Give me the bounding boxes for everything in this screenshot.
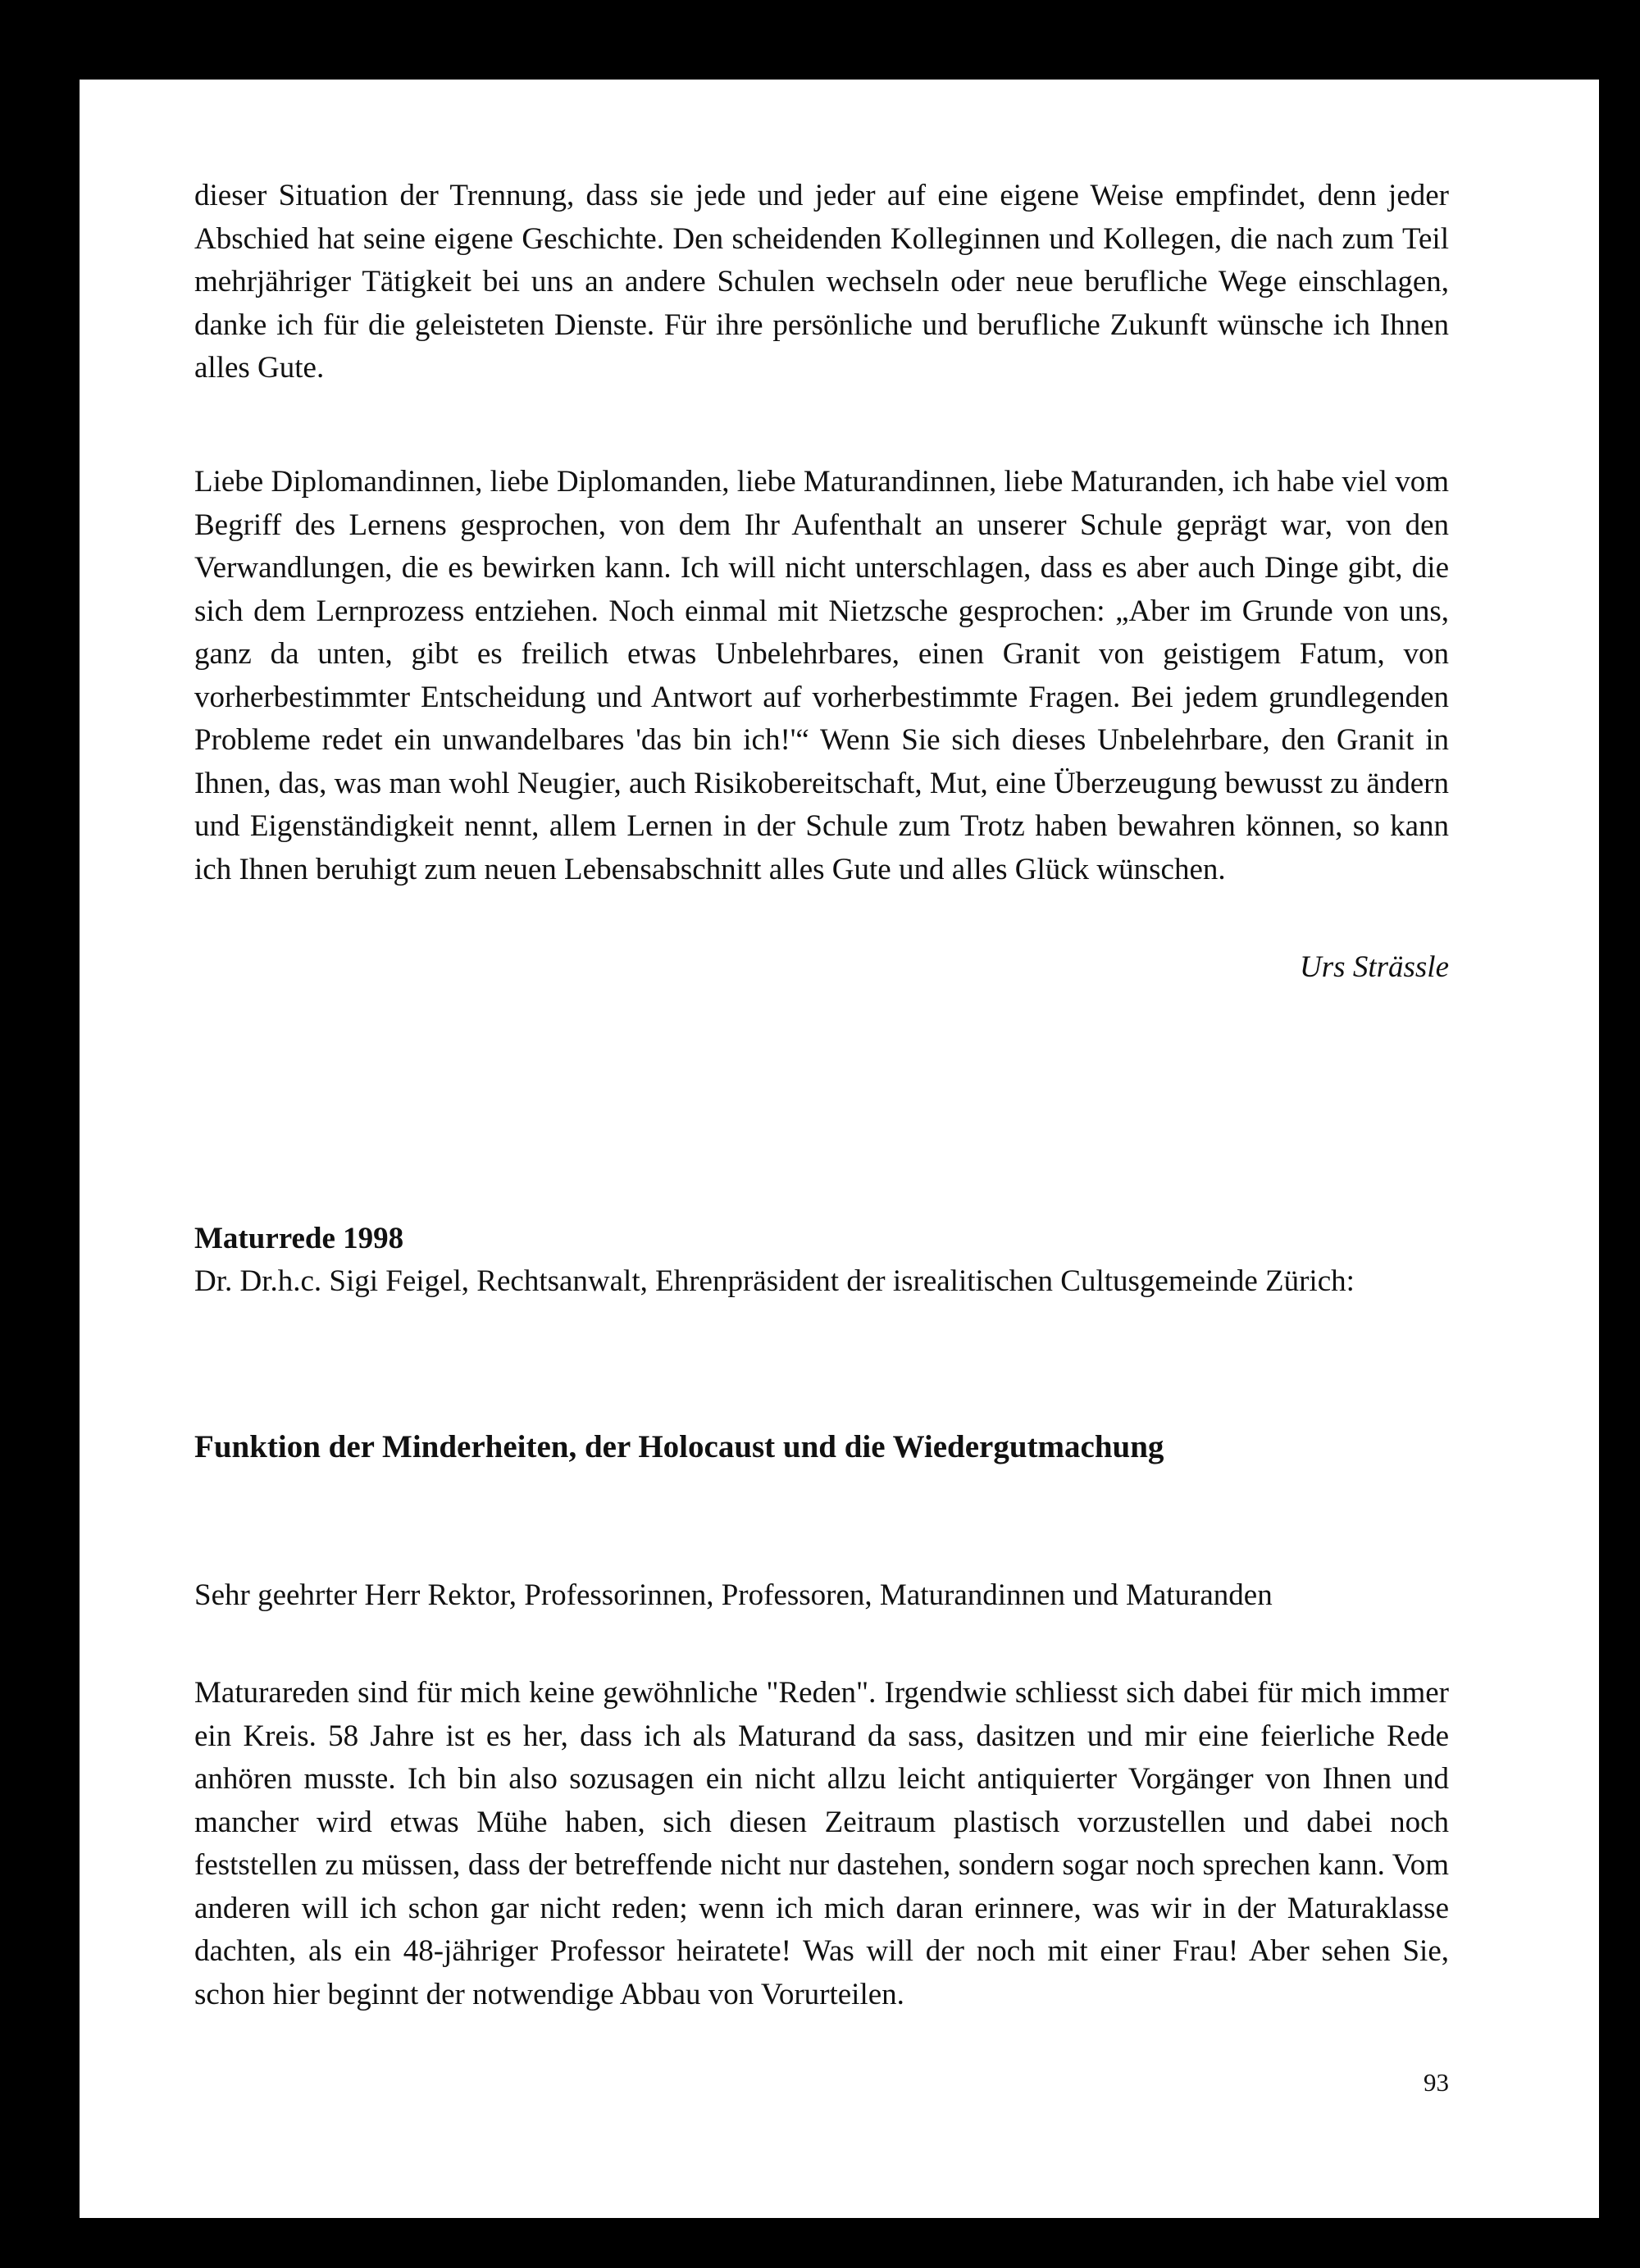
author-signature: Urs Strässle bbox=[1300, 950, 1449, 984]
salutation: Sehr geehrter Herr Rektor, Professorinnen, Professoren, Maturandinnen und Maturanden bbox=[194, 1578, 1273, 1612]
speech-heading: Funktion der Minderheiten, der Holocaust und die Wiedergutmachung bbox=[194, 1429, 1164, 1464]
paragraph-graduates-address: Liebe Diplomandinnen, liebe Diplomanden, liebe Maturandinnen, liebe Maturanden, ich habe viel vom Begriff des Lernens gesprochen, von dem Ihr Aufenthalt an unserer Schule geprägt war, von den Verwandlungen, die es bewirken kann. Ich will nicht unterschlagen, dass es aber auch Dinge gibt, die sich dem Lernprozess entziehen. Noch einmal mit Nietzsche gesprochen: „Aber im Grunde von uns, ganz da unten, gibt es freilich etwas Unbelehrbares, einen Granit von geistigem Fatum, von vorherbestimmter Entscheidung und Antwort auf vorherbestimmte Fragen. Bei jedem grundlegenden Probleme redet ein unwandelbares 'das bin ich!'“ Wenn Sie sich dieses Unbelehrbare, den Granit in Ihnen, das, was man wohl Neugier, auch Risikobereitschaft, Mut, eine Überzeugung bewusst zu ändern und Eigenständigkeit nennt, allem Lernen in der Schule zum Trotz haben bewahren können, so kann ich Ihnen beruhigt zum neuen Lebensabschnitt alles Gute und alles Glück wünschen. bbox=[194, 465, 1449, 886]
speaker-line: Dr. Dr.h.c. Sigi Feigel, Rechtsanwalt, Ehrenpräsident der isrealitischen Cultusgemeinde Zürich: bbox=[194, 1264, 1355, 1298]
section-title: Maturrede 1998 bbox=[194, 1222, 404, 1255]
page-number: 93 bbox=[1424, 2068, 1449, 2097]
document-page bbox=[80, 80, 1599, 2218]
paragraph-farewell-end: dieser Situation der Trennung, dass sie jede und jeder auf eine eigene Weise empfindet, denn jeder Abschied hat seine eigene Geschichte. Den scheidenden Kolleginnen und Kollegen, die nach zum Teil mehrjähriger Tätigkeit bei uns an andere Schulen wechseln oder neue berufliche Wege einschlagen, danke ich für die geleisteten Dienste. Für ihre persönliche und berufliche Zukunft wünsche ich Ihnen alles Gute. bbox=[194, 179, 1449, 385]
paragraph-speech-opening: Maturareden sind für mich keine gewöhnliche "Reden". Irgendwie schliesst sich dabei für mich immer ein Kreis. 58 Jahre ist es her, dass ich als Maturand da sass, dasitzen und mir eine feierliche Rede anhören musste. Ich bin also sozusagen ein nicht allzu leicht antiquierter Vorgänger von Ihnen und mancher wird etwas Mühe haben, sich diesen Zeitraum plastisch vorzustellen und dabei noch feststellen zu müssen, dass der betreffende nicht nur dastehen, sondern sogar noch sprechen kann. Vom anderen will ich schon gar nicht reden; wenn ich mich daran erinnere, was wir in der Maturaklasse dachten, als ein 48-jähriger Professor heiratete! Was will der noch mit einer Frau! Aber sehen Sie, schon hier beginnt der notwendige Abbau von Vorurteilen. bbox=[194, 1676, 1449, 2011]
